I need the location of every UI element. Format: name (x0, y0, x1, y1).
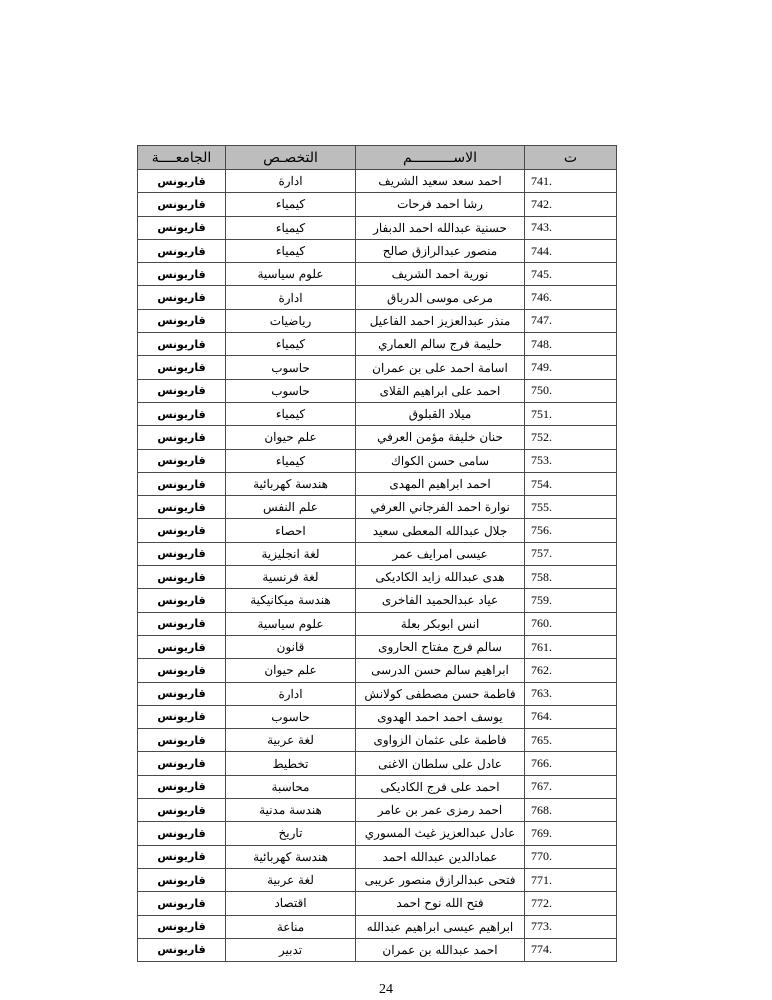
student-major: تاريخ (226, 822, 356, 845)
table-row (138, 263, 617, 286)
student-major: ادارة (226, 682, 356, 705)
student-major: لغة عربية (226, 729, 356, 752)
header-major: التخصـص (226, 146, 356, 170)
row-number: 744. (525, 239, 617, 262)
student-university: قاريونس (138, 892, 226, 915)
row-number: 770. (525, 845, 617, 868)
student-university: قاريونس (138, 426, 226, 449)
row-number: 750. (525, 379, 617, 402)
student-university: قاريونس (138, 938, 226, 961)
table-row (138, 542, 617, 565)
table-row (138, 379, 617, 402)
row-number: 765. (525, 729, 617, 752)
row-number: 751. (525, 402, 617, 425)
row-number: 747. (525, 309, 617, 332)
student-major: حاسوب (226, 705, 356, 728)
table-row (138, 775, 617, 798)
student-major: هندسة ميكانيكية (226, 589, 356, 612)
table-row (138, 635, 617, 658)
student-major: تخطيط (226, 752, 356, 775)
student-university: قاريونس (138, 402, 226, 425)
table-row (138, 496, 617, 519)
table-row (138, 892, 617, 915)
student-major: حاسوب (226, 356, 356, 379)
student-name: عيسى امرايف عمر (356, 542, 525, 565)
table-row (138, 938, 617, 961)
row-number: 743. (525, 216, 617, 239)
student-university: قاريونس (138, 635, 226, 658)
table-row (138, 426, 617, 449)
table-row (138, 519, 617, 542)
student-name: ابراهيم عيسى ابراهيم عبدالله (356, 915, 525, 938)
student-major: لغة عربية (226, 868, 356, 891)
row-number: 764. (525, 705, 617, 728)
row-number: 754. (525, 472, 617, 495)
table-row (138, 589, 617, 612)
table-row (138, 729, 617, 752)
student-major: علم النفس (226, 496, 356, 519)
table-row (138, 752, 617, 775)
student-university: قاريونس (138, 566, 226, 589)
student-name: انس ابوبكر بعلة (356, 612, 525, 635)
row-number: 760. (525, 612, 617, 635)
student-major: كيمياء (226, 239, 356, 262)
header-university: الجامعــــة (138, 146, 226, 170)
header-number: ت (525, 146, 617, 170)
table-row (138, 472, 617, 495)
table-row (138, 612, 617, 635)
row-number: 748. (525, 333, 617, 356)
student-university: قاريونس (138, 170, 226, 193)
student-name: فتحى عبدالرازق منصور عريبى (356, 868, 525, 891)
student-name: عادل على سلطان الاغنى (356, 752, 525, 775)
student-name: احمد عبدالله بن عمران (356, 938, 525, 961)
student-name: حنان خليفة مؤمن العرفي (356, 426, 525, 449)
student-name: احمد ابراهيم المهدى (356, 472, 525, 495)
row-number: 761. (525, 635, 617, 658)
student-major: احصاء (226, 519, 356, 542)
student-name: احمد على فرج الكاديكى (356, 775, 525, 798)
student-university: قاريونس (138, 542, 226, 565)
student-university: قاريونس (138, 286, 226, 309)
student-major: كيمياء (226, 449, 356, 472)
student-name: نوارة احمد الفرجاني العرفي (356, 496, 525, 519)
student-name: نورية احمد الشريف (356, 263, 525, 286)
page-number: 24 (379, 982, 393, 997)
student-university: قاريونس (138, 496, 226, 519)
student-university: قاريونس (138, 379, 226, 402)
student-major: محاسبة (226, 775, 356, 798)
table-row (138, 705, 617, 728)
student-major: هندسة كهربائية (226, 472, 356, 495)
student-university: قاريونس (138, 822, 226, 845)
student-university: قاريونس (138, 356, 226, 379)
student-name: احمد على ابراهيم القلاى (356, 379, 525, 402)
student-name: عياد عبدالحميد الفاخرى (356, 589, 525, 612)
row-number: 757. (525, 542, 617, 565)
table-row (138, 915, 617, 938)
row-number: 772. (525, 892, 617, 915)
student-name: فاطمة على عثمان الزواوى (356, 729, 525, 752)
table-row (138, 402, 617, 425)
table-row (138, 170, 617, 193)
student-name: منصور عبدالرازق صالح (356, 239, 525, 262)
student-university: قاريونس (138, 705, 226, 728)
student-name: يوسف احمد احمد الهدوى (356, 705, 525, 728)
student-major: لغة فرنسية (226, 566, 356, 589)
table-row (138, 216, 617, 239)
student-name: ميلاد القبلوق (356, 402, 525, 425)
student-name: فاطمة حسن مصطفى كولانش (356, 682, 525, 705)
student-name: اسامة احمد على بن عمران (356, 356, 525, 379)
student-major: حاسوب (226, 379, 356, 402)
student-university: قاريونس (138, 472, 226, 495)
student-major: رياضيات (226, 309, 356, 332)
row-number: 762. (525, 659, 617, 682)
student-university: قاريونس (138, 263, 226, 286)
table-row (138, 356, 617, 379)
row-number: 769. (525, 822, 617, 845)
student-university: قاريونس (138, 193, 226, 216)
student-major: علم حيوان (226, 659, 356, 682)
table-row (138, 659, 617, 682)
student-major: ادارة (226, 286, 356, 309)
student-university: قاريونس (138, 659, 226, 682)
student-university: قاريونس (138, 216, 226, 239)
student-major: علم حيوان (226, 426, 356, 449)
header-name: الاســــــــــم (356, 146, 525, 170)
student-name: منذر عبدالعزيز احمد الفاعيل (356, 309, 525, 332)
row-number: 755. (525, 496, 617, 519)
student-major: تدبير (226, 938, 356, 961)
student-university: قاريونس (138, 775, 226, 798)
student-name: حليمة فرج سالم العماري (356, 333, 525, 356)
table-row (138, 822, 617, 845)
student-name: ابراهيم سالم حسن الدرسى (356, 659, 525, 682)
row-number: 774. (525, 938, 617, 961)
table-row (138, 286, 617, 309)
student-university: قاريونس (138, 845, 226, 868)
table-body (138, 170, 617, 962)
student-major: هندسة كهربائية (226, 845, 356, 868)
student-major: علوم سياسية (226, 612, 356, 635)
row-number: 753. (525, 449, 617, 472)
student-major: كيمياء (226, 333, 356, 356)
student-name: احمد سعد سعيد الشريف (356, 170, 525, 193)
table-row (138, 799, 617, 822)
student-name: مرعى موسى الدرباق (356, 286, 525, 309)
student-university: قاريونس (138, 519, 226, 542)
student-name: حسنية عبدالله احمد الدبفار (356, 216, 525, 239)
student-university: قاريونس (138, 729, 226, 752)
row-number: 752. (525, 426, 617, 449)
row-number: 742. (525, 193, 617, 216)
table-row (138, 868, 617, 891)
student-name: رشا احمد فرحات (356, 193, 525, 216)
table-row (138, 193, 617, 216)
table-row (138, 309, 617, 332)
student-major: لغة انجليزية (226, 542, 356, 565)
student-university: قاريونس (138, 682, 226, 705)
table-row (138, 845, 617, 868)
student-name: عادل عبدالعزيز غيث المسوري (356, 822, 525, 845)
table-row (138, 449, 617, 472)
student-major: ادارة (226, 170, 356, 193)
student-name: جلال عبدالله المعطى سعيد (356, 519, 525, 542)
row-number: 758. (525, 566, 617, 589)
row-number: 746. (525, 286, 617, 309)
student-name: سامى حسن الكواك (356, 449, 525, 472)
row-number: 763. (525, 682, 617, 705)
student-major: كيمياء (226, 193, 356, 216)
table-row (138, 566, 617, 589)
student-name: عمادالدين عبدالله احمد (356, 845, 525, 868)
student-major: اقتصاد (226, 892, 356, 915)
student-major: هندسة مدنية (226, 799, 356, 822)
row-number: 749. (525, 356, 617, 379)
row-number: 745. (525, 263, 617, 286)
student-university: قاريونس (138, 449, 226, 472)
student-university: قاريونس (138, 309, 226, 332)
student-major: كيمياء (226, 216, 356, 239)
student-name: فتح الله نوح احمد (356, 892, 525, 915)
student-table (137, 145, 617, 962)
row-number: 741. (525, 170, 617, 193)
student-university: قاريونس (138, 612, 226, 635)
student-name: هدى عبدالله زايد الكاديكى (356, 566, 525, 589)
student-university: قاريونس (138, 868, 226, 891)
row-number: 773. (525, 915, 617, 938)
table-row (138, 682, 617, 705)
row-number: 768. (525, 799, 617, 822)
student-major: علوم سياسية (226, 263, 356, 286)
student-university: قاريونس (138, 799, 226, 822)
student-major: مناعة (226, 915, 356, 938)
row-number: 767. (525, 775, 617, 798)
student-university: قاريونس (138, 239, 226, 262)
table-row (138, 239, 617, 262)
row-number: 759. (525, 589, 617, 612)
student-university: قاريونس (138, 752, 226, 775)
student-university: قاريونس (138, 333, 226, 356)
row-number: 756. (525, 519, 617, 542)
student-major: قانون (226, 635, 356, 658)
student-major: كيمياء (226, 402, 356, 425)
row-number: 766. (525, 752, 617, 775)
table-header-row (138, 146, 617, 170)
student-university: قاريونس (138, 589, 226, 612)
student-name: سالم فرج مفتاح الحاروى (356, 635, 525, 658)
table-row (138, 333, 617, 356)
student-university: قاريونس (138, 915, 226, 938)
student-name: احمد رمزى عمر بن عامر (356, 799, 525, 822)
row-number: 771. (525, 868, 617, 891)
